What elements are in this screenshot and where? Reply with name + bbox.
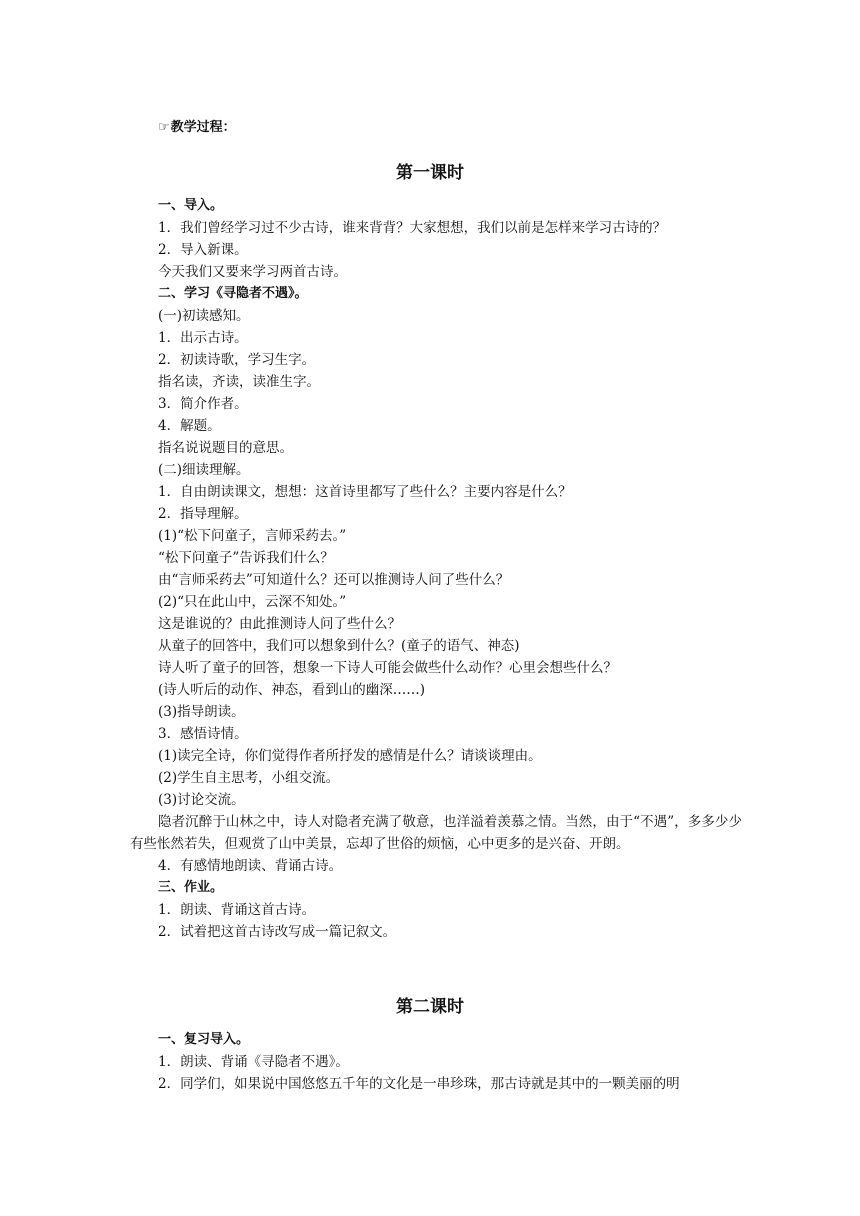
text-line: 指名读，齐读，读准生字。 — [158, 374, 320, 390]
text-line: 指名说说题目的意思。 — [158, 440, 293, 456]
summary-paragraph: 隐者沉醉于山林之中，诗人对隐者充满了敬意，也洋溢着羡慕之情。当然，由于“不遇”，多多少少有些怅然若失，但观赏了山中美景，忘却了世俗的烦恼，心中更多的是兴奋、开朗。 — [130, 814, 742, 852]
section-heading: 二、学习《寻隐者不遇》。 — [158, 286, 308, 301]
lesson2-title: 第二课时 — [396, 997, 464, 1017]
text-line: 1．我们曾经学习过不少古诗，谁来背背？大家想想，我们以前是怎样来学习古诗的？ — [158, 220, 667, 236]
text-line: (2)“只在此山中，云深不知处。” — [158, 594, 347, 610]
section-heading: 一、复习导入。 — [158, 1032, 250, 1047]
text-line: 1．自由朗读课文，想想：这首诗里都写了些什么？主要内容是什么？ — [158, 484, 572, 500]
lesson1-title: 第一课时 — [396, 163, 464, 183]
text-line: 诗人听了童子的回答，想象一下诗人可能会做些什么动作？心里会想些什么？ — [158, 660, 617, 676]
text-line: 3．感悟诗情。 — [158, 726, 248, 742]
text-line: “松下问童子”告诉我们什么？ — [158, 550, 334, 566]
text-line: 由“言师采药去”可知道什么？还可以推测诗人问了些什么？ — [158, 572, 510, 588]
text-line: 2．指导理解。 — [158, 506, 248, 522]
section-heading: 三、作业。 — [158, 880, 224, 895]
text-line: 4．解题。 — [158, 418, 221, 434]
text-line: 3．简介作者。 — [158, 396, 248, 412]
text-line: 2．导入新课。 — [158, 242, 248, 258]
text-line: 这是谁说的？由此推测诗人问了些什么？ — [158, 616, 401, 632]
text-line: (一)初读感知。 — [158, 308, 250, 324]
text-line: 今天我们又要来学习两首古诗。 — [158, 264, 347, 280]
text-line: (1)读完全诗，你们觉得作者所抒发的感情是什么？请谈谈理由。 — [158, 748, 542, 764]
text-line: (二)细读理解。 — [158, 462, 250, 478]
teaching-process-heading — [158, 117, 738, 139]
text-line: (3)讨论交流。 — [158, 792, 245, 808]
section-heading: 一、导入。 — [158, 198, 224, 213]
text-line: 1．朗读、背诵《寻隐者不遇》。 — [158, 1054, 349, 1070]
text-line: 1．出示古诗。 — [158, 330, 248, 346]
text-line: 2．初读诗歌，学习生字。 — [158, 352, 316, 368]
text-line: (诗人听后的动作、神态，看到山的幽深……) — [158, 682, 426, 698]
teaching-process-label: 教学过程： — [170, 120, 236, 135]
text-line: 2．同学们，如果说中国悠悠五千年的文化是一串珍珠，那古诗就是其中的一颗美丽的明 — [158, 1076, 680, 1092]
pointing-hand-icon: ☞ — [158, 120, 170, 135]
text-line: (1)“松下问童子，言师采药去。” — [158, 528, 347, 544]
text-line: (3)指导朗读。 — [158, 704, 245, 720]
text-line: (2)学生自主思考，小组交流。 — [158, 770, 340, 786]
text-line: 1．朗读、背诵这首古诗。 — [158, 902, 316, 918]
text-line: 2．试着把这首古诗改写成一篇记叙文。 — [158, 924, 397, 940]
text-line: 从童子的回答中，我们可以想象到什么？(童子的语气、神态) — [158, 638, 520, 654]
text-line: 4．有感情地朗读、背诵古诗。 — [158, 858, 343, 874]
